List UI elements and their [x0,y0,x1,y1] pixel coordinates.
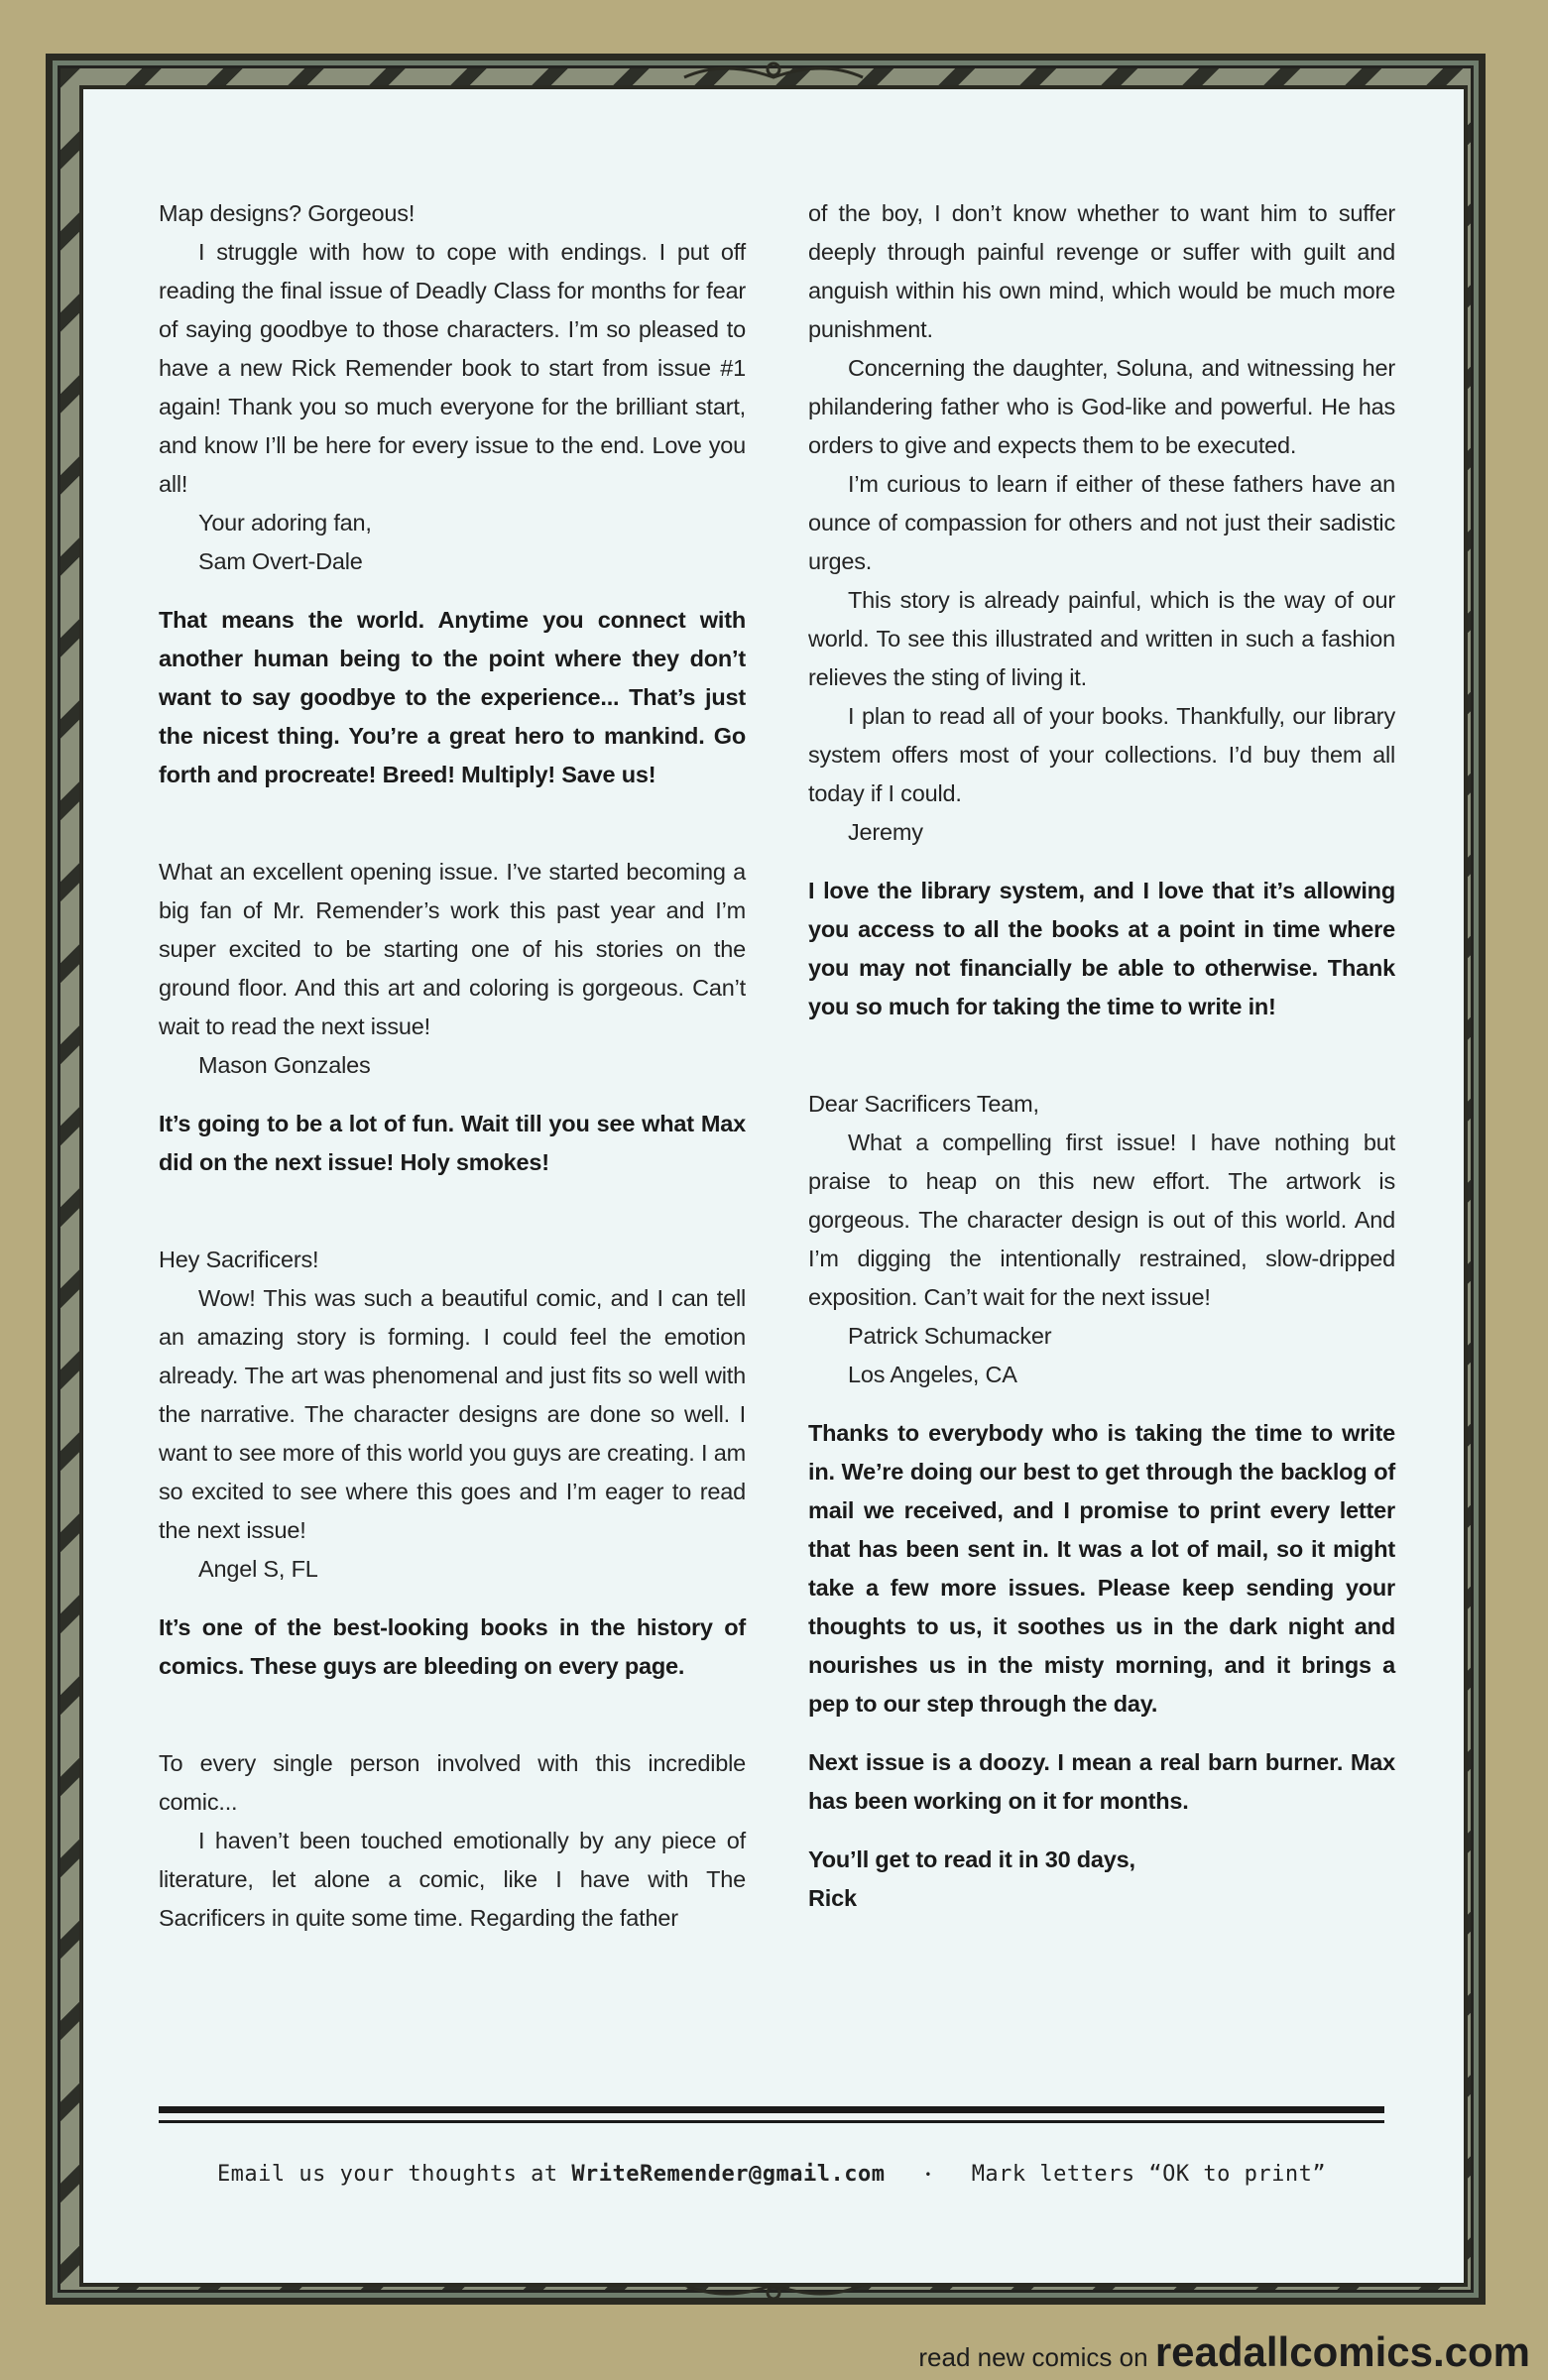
divider-thick [159,2106,1384,2113]
footer-contact [159,2162,1384,2187]
letter-paragraph: I plan to read all of your books. Thankfully, our library system offers most of your collections. I’d buy them all today if I could. [808,703,1395,806]
paragraph-gap [808,1724,1395,1743]
letter-signature: Mason Gonzales [198,1052,371,1078]
letters-column-right [808,194,1395,1918]
letter-gap [159,794,746,853]
letter-paragraph: To every single person involved with this incredible comic... [159,1750,746,1815]
letter-paragraph: What a compelling first issue! I have nothing but praise to heap on this new effort. The artwork is gorgeous. The character design is out of this world. And I’m digging the intentionally restrained, slow-dripped exposition. Can’t wait for the next issue! [808,1130,1395,1310]
letter-paragraph: Dear Sacrificers Team, [808,1091,1039,1117]
letter-paragraph: of the boy, I don’t know whether to want him to suffer deeply through painful revenge or suffer with guilt and anguish within his own mind, which would be much more punishment. [808,200,1395,342]
editor-reply: I love the library system, and I love that it’s allowing you access to all the books at a point in time where you may not financially be able to otherwise. Thank you so much for taking the time to write in! [808,878,1395,1019]
paragraph-gap [808,852,1395,872]
divider-thin [159,2120,1384,2123]
letter-signature: Sam Overt-Dale [198,548,363,574]
letter-signature: Patrick Schumacker [848,1323,1052,1349]
letter-paragraph: This story is already painful, which is the way of our world. To see this illustrated and written in such a fashion relieves the sting of living it. [808,587,1395,690]
letter-paragraph: What an excellent opening issue. I’ve started becoming a big fan of Mr. Remender’s work this past year and I’m super excited to be starting one of his stories on the ground floor. And this art and coloring is gorgeous. Can’t wait to read the next issue! [159,859,746,1039]
paragraph-gap [159,581,746,601]
watermark [918,2328,1530,2376]
editor-reply: You’ll get to read it in 30 days, [808,1846,1135,1872]
letter-paragraph: I’m curious to learn if either of these fathers have an ounce of compassion for others and not just their sadistic urges. [808,471,1395,574]
letter-gap [159,1686,746,1744]
letter-paragraph: Map designs? Gorgeous! [159,200,416,226]
letter-paragraph: I struggle with how to cope with endings. I put off reading the final issue of Deadly Class for months for fear of saying goodbye to those characters. I’m so pleased to have a new Rick Remender book to start from issue #1 again! Thank you so much everyone for the brilliant start, and know I’ll be here for every issue to the end. Love you all! [159,239,746,497]
ornament-top-icon [674,58,873,83]
letters-column-left [159,194,746,1938]
editor-reply: It’s going to be a lot of fun. Wait till you see what Max did on the next issue! Holy smokes! [159,1111,746,1175]
paragraph-gap [159,1085,746,1105]
watermark-small-text: read new comics on [918,2342,1155,2372]
paragraph-gap [159,1589,746,1608]
footer-email-link[interactable]: WriteRemender@gmail.com [571,2162,886,2187]
paragraph-gap [808,1394,1395,1414]
editor-reply: Rick [808,1885,857,1911]
editor-reply: Next issue is a doozy. I mean a real barn burner. Max has been working on it for months. [808,1749,1395,1814]
letter-paragraph: Concerning the daughter, Soluna, and witnessing her philandering father who is God-like and powerful. He has orders to give and expects them to be executed. [808,355,1395,458]
footer-note: Mark letters “OK to print” [971,2162,1327,2187]
footer-prefix: Email us your thoughts at [216,2162,572,2187]
watermark-site-link[interactable]: readallcomics.com [1154,2328,1530,2375]
letter-signature: Your adoring fan, [198,510,372,536]
letter-signature: Angel S, FL [198,1556,318,1582]
ornament-bottom-icon [674,2279,873,2305]
letter-signature: Jeremy [848,819,923,845]
editor-reply: It’s one of the best-looking books in the history of comics. These guys are bleeding on every page. [159,1614,746,1679]
letter-signature: Los Angeles, CA [848,1362,1017,1387]
footer-separator: • [924,2168,932,2182]
letter-gap [159,1182,746,1241]
editor-reply: That means the world. Anytime you connect with another human being to the point where they don’t want to say goodbye to the experience... That’s just the nicest thing. You’re a great hero to mankind. Go forth and procreate! Breed! Multiply! Save us! [159,607,746,787]
editor-reply: Thanks to everybody who is taking the time to write in. We’re doing our best to get through the backlog of mail we received, and I promise to print every letter that has been sent in. It was a lot of mail, so it might take a few more issues. Please keep sending your thoughts to us, it soothes us in the dark night and nourishes us in the misty morning, and it brings a pep to our step through the day. [808,1420,1395,1717]
paragraph-gap [808,1821,1395,1841]
letter-paragraph: I haven’t been touched emotionally by any piece of literature, let alone a comic, like I have with The Sacrificers in quite some time. Regarding the father [159,1828,746,1931]
letter-paragraph: Wow! This was such a beautiful comic, and I can tell an amazing story is forming. I could feel the emotion already. The art was phenomenal and just fits so well with the narrative. The character designs are done so well. I want to see more of this world you guys are creating. I am so excited to see where this goes and I’m eager to read the next issue! [159,1285,746,1543]
letter-gap [808,1026,1395,1085]
letter-paragraph: Hey Sacrificers! [159,1247,319,1272]
